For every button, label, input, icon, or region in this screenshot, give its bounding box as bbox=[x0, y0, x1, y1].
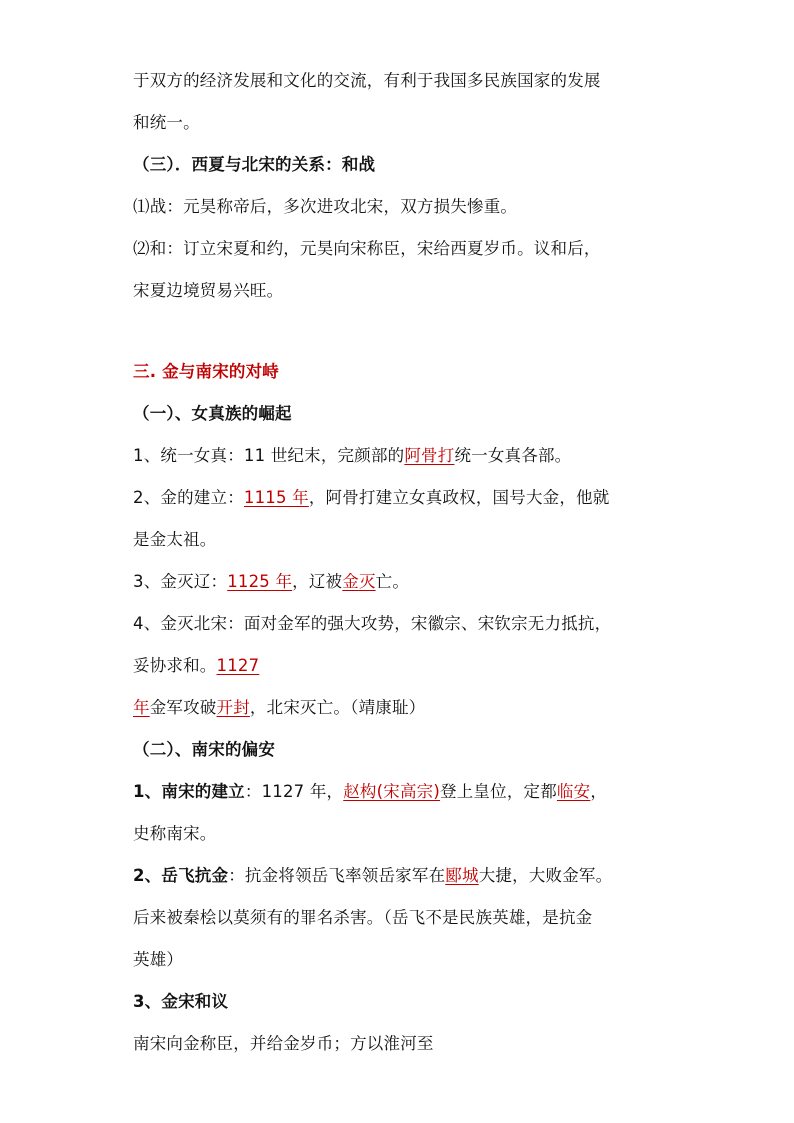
chapter-heading: 三. 金与南宋的对峙 bbox=[133, 362, 280, 381]
text-run: ，阿骨打建立女真政权，国号大金，他就 bbox=[308, 488, 610, 507]
text-run: 金军攻破 bbox=[149, 698, 217, 717]
paragraph-line: 后来被秦桧以莫须有的罪名杀害。（岳飞不是民族英雄，是抗金 bbox=[133, 908, 593, 927]
key-term: 临安 bbox=[556, 782, 591, 801]
paragraph-line bbox=[133, 655, 259, 677]
key-term: 阿骨打 bbox=[404, 446, 455, 465]
key-term: 1125 年 bbox=[227, 572, 293, 591]
paragraph-line bbox=[133, 781, 607, 803]
key-term: 年 bbox=[133, 698, 150, 717]
paragraph-line bbox=[133, 571, 409, 593]
text-run: ：1127 年， bbox=[244, 782, 344, 801]
paragraph-line bbox=[133, 697, 425, 719]
key-term: 郾城 bbox=[445, 866, 479, 885]
text-run: ，辽被 bbox=[292, 572, 343, 591]
key-term: 1115 年 bbox=[243, 488, 309, 507]
key-term: 金灭 bbox=[342, 572, 376, 591]
key-term: 赵构(宋高宗) bbox=[343, 782, 441, 801]
key-term: 1127 bbox=[216, 656, 260, 675]
paragraph-line: 于双方的经济发展和文化的交流，有利于我国多民族国家的发展 bbox=[133, 71, 601, 90]
paragraph-line: 4、金灭北宋：面对金军的强大攻势，宋徽宗、宋钦宗无力抵抗， bbox=[133, 614, 612, 633]
text-run: ， bbox=[590, 782, 608, 801]
item-label: 1、南宋的建立 bbox=[133, 782, 245, 801]
text-run: 登上皇位，定都 bbox=[440, 782, 557, 801]
paragraph-line bbox=[133, 865, 612, 887]
text-run: 统一女真各部。 bbox=[454, 446, 572, 465]
text-run: 3、金灭辽： bbox=[133, 572, 228, 591]
text-run: ：抗金将领岳飞率领岳家军在 bbox=[228, 866, 446, 885]
paragraph-line: 和统一。 bbox=[133, 113, 200, 132]
paragraph-line: 史称南宋。 bbox=[133, 824, 217, 843]
section-heading: （一）、女真族的崛起 bbox=[133, 404, 292, 423]
key-term: 开封 bbox=[216, 698, 250, 717]
paragraph-line bbox=[133, 445, 571, 467]
section-heading: （三）．西夏与北宋的关系：和战 bbox=[133, 155, 376, 174]
paragraph-line: 是金太祖。 bbox=[133, 530, 217, 549]
text-run: 妥协求和。 bbox=[133, 656, 217, 675]
item-label: 3、金宋和议 bbox=[133, 992, 229, 1011]
paragraph-line: 英雄） bbox=[133, 950, 184, 969]
text-run: 1、统一女真：11 世纪末，完颜部的 bbox=[133, 446, 405, 465]
text-run: 2、金的建立： bbox=[133, 488, 244, 507]
paragraph-line: ⑴战：元昊称帝后，多次进攻北宋，双方损失惨重。 bbox=[133, 197, 518, 216]
text-run: ，北宋灭亡。（靖康耻） bbox=[249, 698, 426, 717]
paragraph-line: ⑵和：订立宋夏和约，元昊向宋称臣，宋给西夏岁币。议和后， bbox=[133, 239, 601, 258]
paragraph-line: 南宋向金称臣，并给金岁币；方以淮河至 bbox=[133, 1034, 434, 1053]
text-run: 大捷，大败金军。 bbox=[478, 866, 613, 885]
section-heading: （二）、南宋的偏安 bbox=[133, 740, 276, 759]
paragraph-line bbox=[133, 487, 609, 509]
item-label: 2、岳飞抗金 bbox=[133, 866, 229, 885]
text-run: 亡。 bbox=[375, 572, 410, 591]
paragraph-line: 宋夏边境贸易兴旺。 bbox=[133, 281, 284, 300]
